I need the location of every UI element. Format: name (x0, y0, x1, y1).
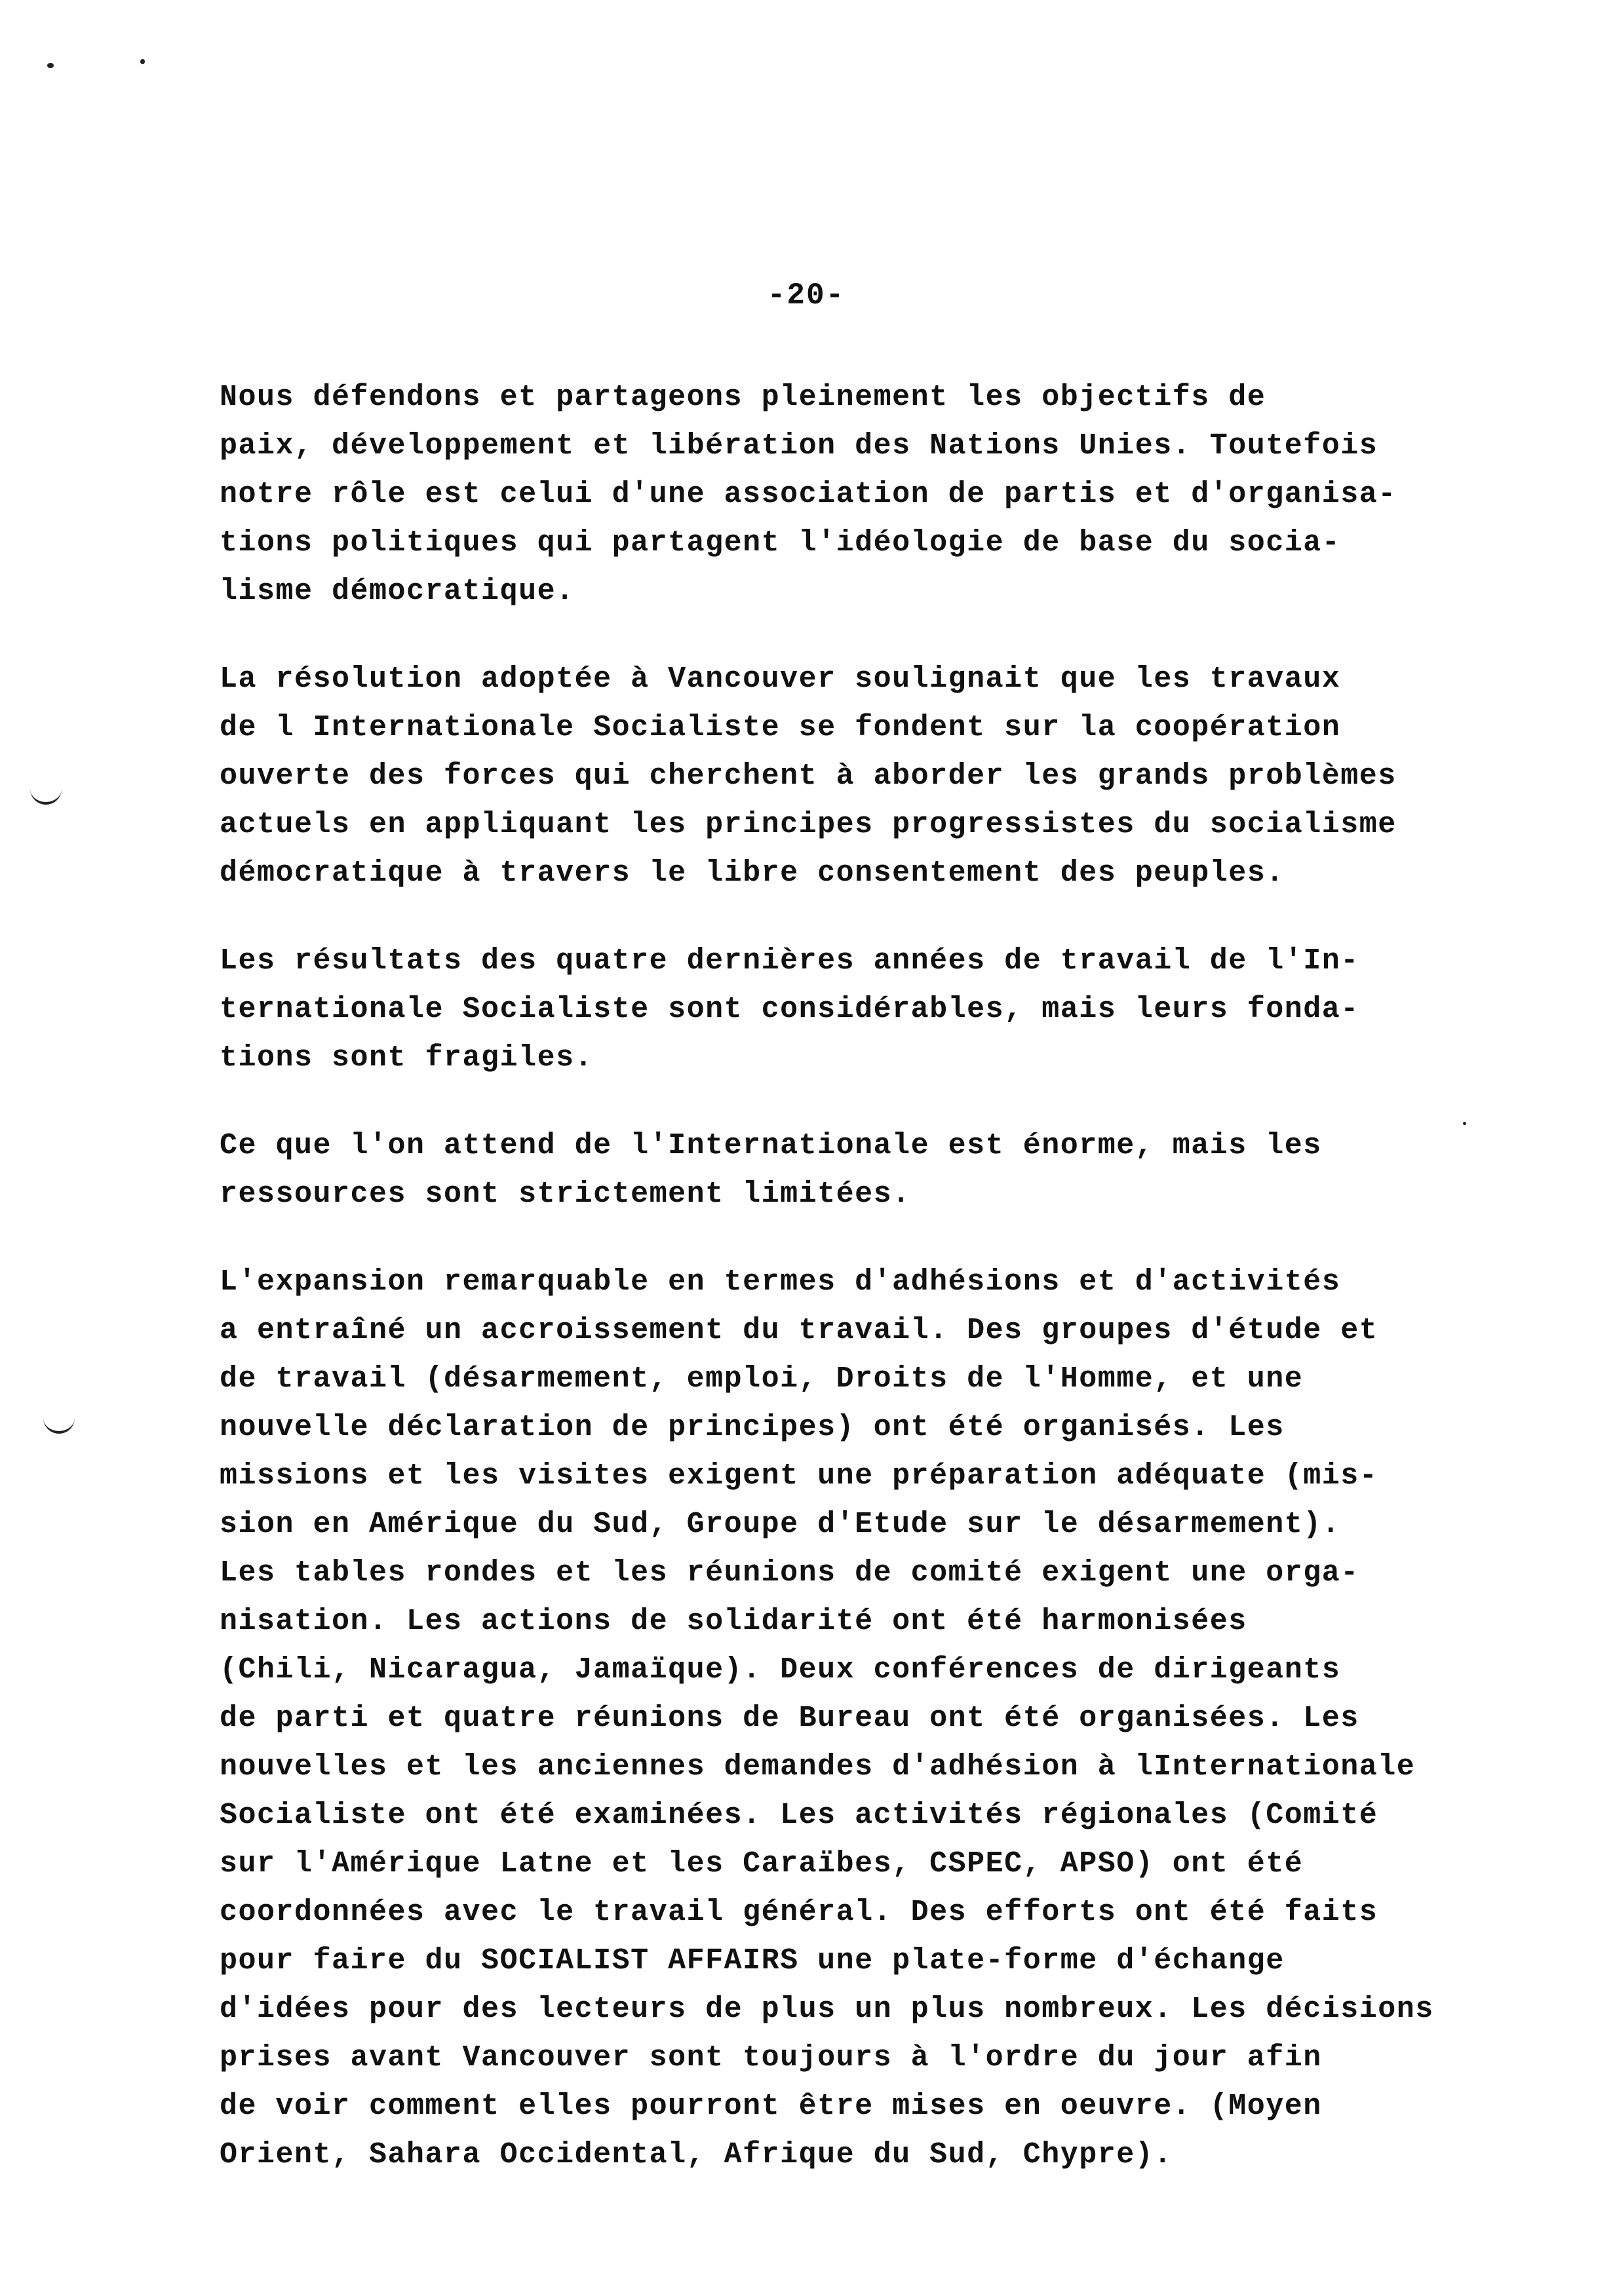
paragraph (220, 373, 1504, 616)
text-line: de travail (désarmement, emploi, Droits de l'Homme, et une (220, 1362, 1304, 1396)
text-line: La résolution adoptée à Vancouver soulignait que les travaux (220, 662, 1341, 696)
scan-speck (140, 59, 145, 64)
text-line: a entraîné un accroissement du travail. Des groupes d'étude et (220, 1314, 1378, 1347)
text-line: démocratique à travers le libre consentement des peuples. (220, 856, 1285, 890)
text-line: ouverte des forces qui cherchent à aborder les grands problèmes (220, 759, 1397, 793)
text-line: Orient, Sahara Occidental, Afrique du Sud, Chypre). (220, 2138, 1173, 2172)
paragraph (220, 655, 1504, 898)
text-line: pour faire du SOCIALIST AFFAIRS une plate-forme d'échange (220, 1944, 1285, 1978)
text-line: de voir comment elles pourront être mises en oeuvre. (Moyen (220, 2090, 1322, 2123)
paragraph (220, 1258, 1504, 2179)
text-line: nouvelle déclaration de principes) ont été organisés. Les (220, 1411, 1285, 1444)
text-line: d'idées pour des lecteurs de plus un plus nombreux. Les décisions (220, 1993, 1434, 2026)
text-line: L'expansion remarquable en termes d'adhésions et d'activités (220, 1265, 1341, 1299)
text-line: sion en Amérique du Sud, Groupe d'Etude sur le désarmement). (220, 1508, 1341, 1541)
text-line: Les tables rondes et les réunions de comité exigent une orga- (220, 1556, 1359, 1590)
text-line: de parti et quatre réunions de Bureau ont été organisées. Les (220, 1702, 1359, 1735)
scan-speck (47, 63, 54, 68)
paragraph (220, 1122, 1504, 1219)
text-line: missions et les visites exigent une préparation adéquate (mis- (220, 1459, 1378, 1493)
text-line: prises avant Vancouver sont toujours à l'ordre du jour afin (220, 2041, 1322, 2075)
text-line: sur l'Amérique Latne et les Caraïbes, CSPEC, APSO) ont été (220, 1847, 1304, 1881)
page-number: -20- (767, 278, 846, 313)
text-line: tions politiques qui partagent l'idéologie de base du socia- (220, 526, 1341, 560)
text-line: ternationale Socialiste sont considérables, mais leurs fonda- (220, 993, 1359, 1026)
text-line: de l Internationale Socialiste se fondent sur la coopération (220, 711, 1341, 744)
text-line: lisme démocratique. (220, 575, 575, 608)
text-line: nouvelles et les anciennes demandes d'adhésion à lInternationale (220, 1750, 1416, 1784)
text-line: Socialiste ont été examinées. Les activités régionales (Comité (220, 1799, 1378, 1832)
paragraph (220, 937, 1504, 1082)
text-line: paix, développement et libération des Nations Unies. Toutefois (220, 429, 1378, 463)
body-text (220, 373, 1504, 2219)
text-line: Nous défendons et partageons pleinement les objectifs de (220, 381, 1266, 414)
text-line: nisation. Les actions de solidarité ont été harmonisées (220, 1605, 1247, 1638)
text-line: Les résultats des quatre dernières années de travail de l'In- (220, 944, 1359, 978)
text-line: coordonnées avec le travail général. Des efforts ont été faits (220, 1896, 1378, 1929)
text-line: actuels en appliquant les principes progressistes du socialisme (220, 808, 1397, 841)
text-line: Ce que l'on attend de l'Internationale est énorme, mais les (220, 1129, 1322, 1162)
text-line: ressources sont strictement limitées. (220, 1177, 911, 1211)
text-line: (Chili, Nicaragua, Jamaïque). Deux conférences de dirigeants (220, 1653, 1341, 1687)
text-line: notre rôle est celui d'une association de partis et d'organisa- (220, 478, 1397, 511)
text-line: tions sont fragiles. (220, 1041, 594, 1075)
margin-hole-mark (30, 785, 62, 805)
margin-hole-mark (43, 1414, 75, 1434)
